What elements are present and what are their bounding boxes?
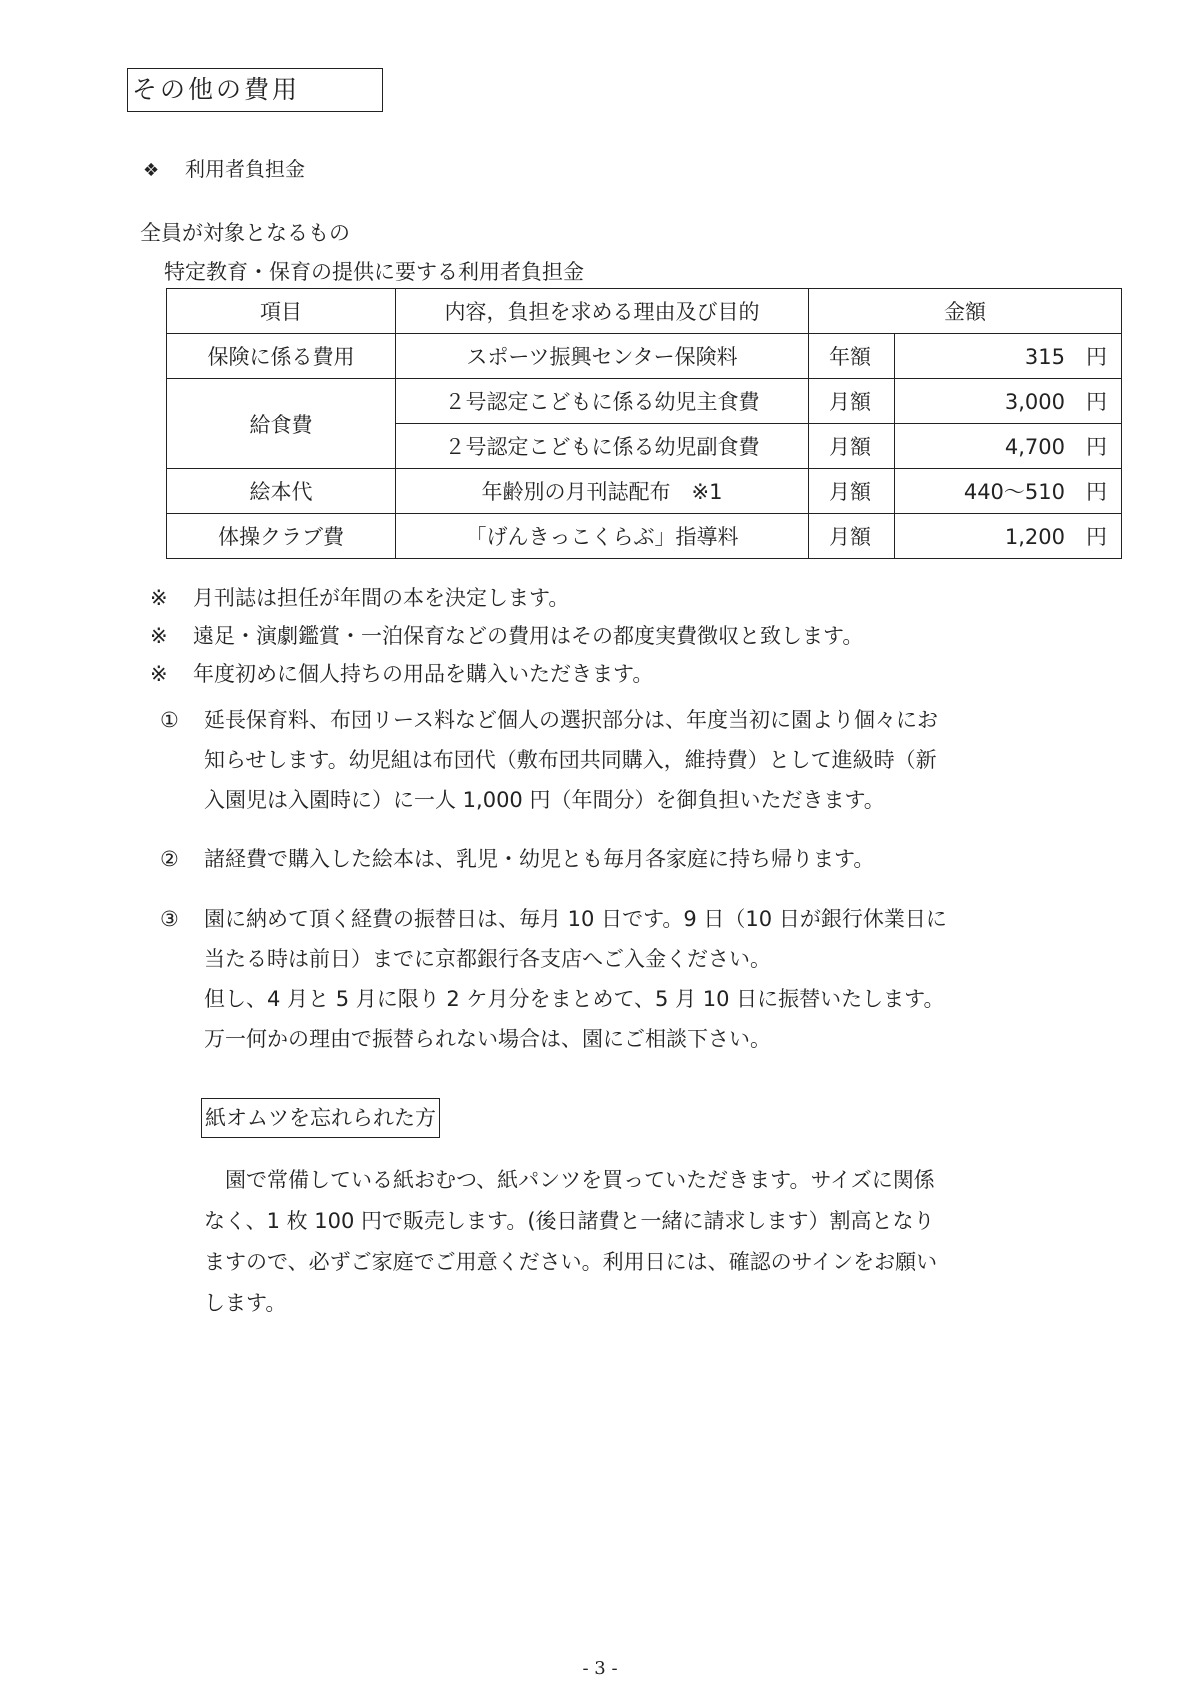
header-amount: 金額 [809,289,1122,334]
row-unit: 月額 [809,514,895,559]
note-2 [150,620,863,650]
diaper-line: ますので、必ずご家庭でご用意ください。利用日には、確認のサインをお願い [204,1250,938,1274]
numbered-item-1 [160,704,938,734]
note-mark: ※ [150,624,168,648]
table-row [167,379,1122,424]
note-mark: ※ [150,662,168,686]
row-unit: 年額 [809,334,895,379]
numbered-line: 入園児は入園時に）に一人 1,000 円（年間分）を御負担いただきます。 [204,788,885,812]
numbered-line: 園に納めて頂く経費の振替日は、毎月 10 日です。9 日（10 日が銀行休業日に [204,907,947,931]
note-text: 年度初めに個人持ちの用品を購入いただきます。 [193,662,654,686]
numbered-line: 知らせします。幼児組は布団代（敷布団共同購入，維持費）として進級時（新 [204,748,937,772]
diaper-heading: 紙オムツを忘れられた方 [201,1098,440,1138]
row-value: 440〜510 円 [895,469,1122,514]
numbered-item-2 [160,843,874,873]
bullet-heading-text: 利用者負担金 [185,157,305,181]
row-content: ２号認定こどもに係る幼児主食費 [396,379,809,424]
numbered-item-3 [160,903,947,933]
row-content: 年齢別の月刊誌配布 ※1 [396,469,809,514]
page-number: - 3 - [582,1658,618,1679]
intro-line-1: 全員が対象となるもの [140,221,350,245]
row-value: 1,200 円 [895,514,1122,559]
row-content: ２号認定こどもに係る幼児副食費 [396,424,809,469]
diaper-line: します。 [204,1291,287,1315]
row-item: 給食費 [167,379,396,469]
row-value: 315 円 [895,334,1122,379]
note-1 [150,582,569,612]
table-row [167,514,1122,559]
row-unit: 月額 [809,379,895,424]
numbered-line: 諸経費で購入した絵本は、乳児・幼児とも毎月各家庭に持ち帰ります。 [204,847,875,871]
header-item: 項目 [167,289,396,334]
note-3 [150,658,653,688]
header-content: 内容，負担を求める理由及び目的 [396,289,809,334]
row-content: スポーツ振興センター保険料 [396,334,809,379]
number-mark: ① [160,708,179,732]
row-item: 体操クラブ費 [167,514,396,559]
table-row [167,334,1122,379]
numbered-line: 当たる時は前日）までに京都銀行各支店へご入金ください。 [204,947,771,971]
note-text: 遠足・演劇鑑賞・一泊保育などの費用はその都度実費徴収と致します。 [193,624,864,648]
row-item: 保険に係る費用 [167,334,396,379]
number-mark: ② [160,847,179,871]
numbered-line: 万一何かの理由で振替られない場合は、園にご相談下さい。 [204,1027,771,1051]
numbered-line: 延長保育料、布団リース料など個人の選択部分は、年度当初に園より個々にお [204,708,938,732]
row-unit: 月額 [809,424,895,469]
fee-table [166,288,1122,559]
row-value: 3,000 円 [895,379,1122,424]
row-item: 絵本代 [167,469,396,514]
diaper-line: なく、1 枚 100 円で販売します。(後日諸費と一緒に請求します）割高となり [204,1209,935,1233]
note-text: 月刊誌は担任が年間の本を決定します。 [193,586,570,610]
intro-line-2: 特定教育・保育の提供に要する利用者負担金 [164,260,584,284]
bullet-heading [143,153,305,182]
diaper-line: 園で常備している紙おむつ、紙パンツを買っていただきます。サイズに関係 [204,1168,935,1192]
numbered-line: 但し、4 月と 5 月に限り 2 ケ月分をまとめて、5 月 10 日に振替いたします。 [204,987,945,1011]
number-mark: ③ [160,907,179,931]
table-header-row [167,289,1122,334]
row-value: 4,700 円 [895,424,1122,469]
note-mark: ※ [150,586,168,610]
table-row [167,469,1122,514]
diamond-bullet-icon: ❖ [143,160,160,181]
section-title: その他の費用 [127,68,383,112]
row-content: 「げんきっこくらぶ」指導料 [396,514,809,559]
row-unit: 月額 [809,469,895,514]
